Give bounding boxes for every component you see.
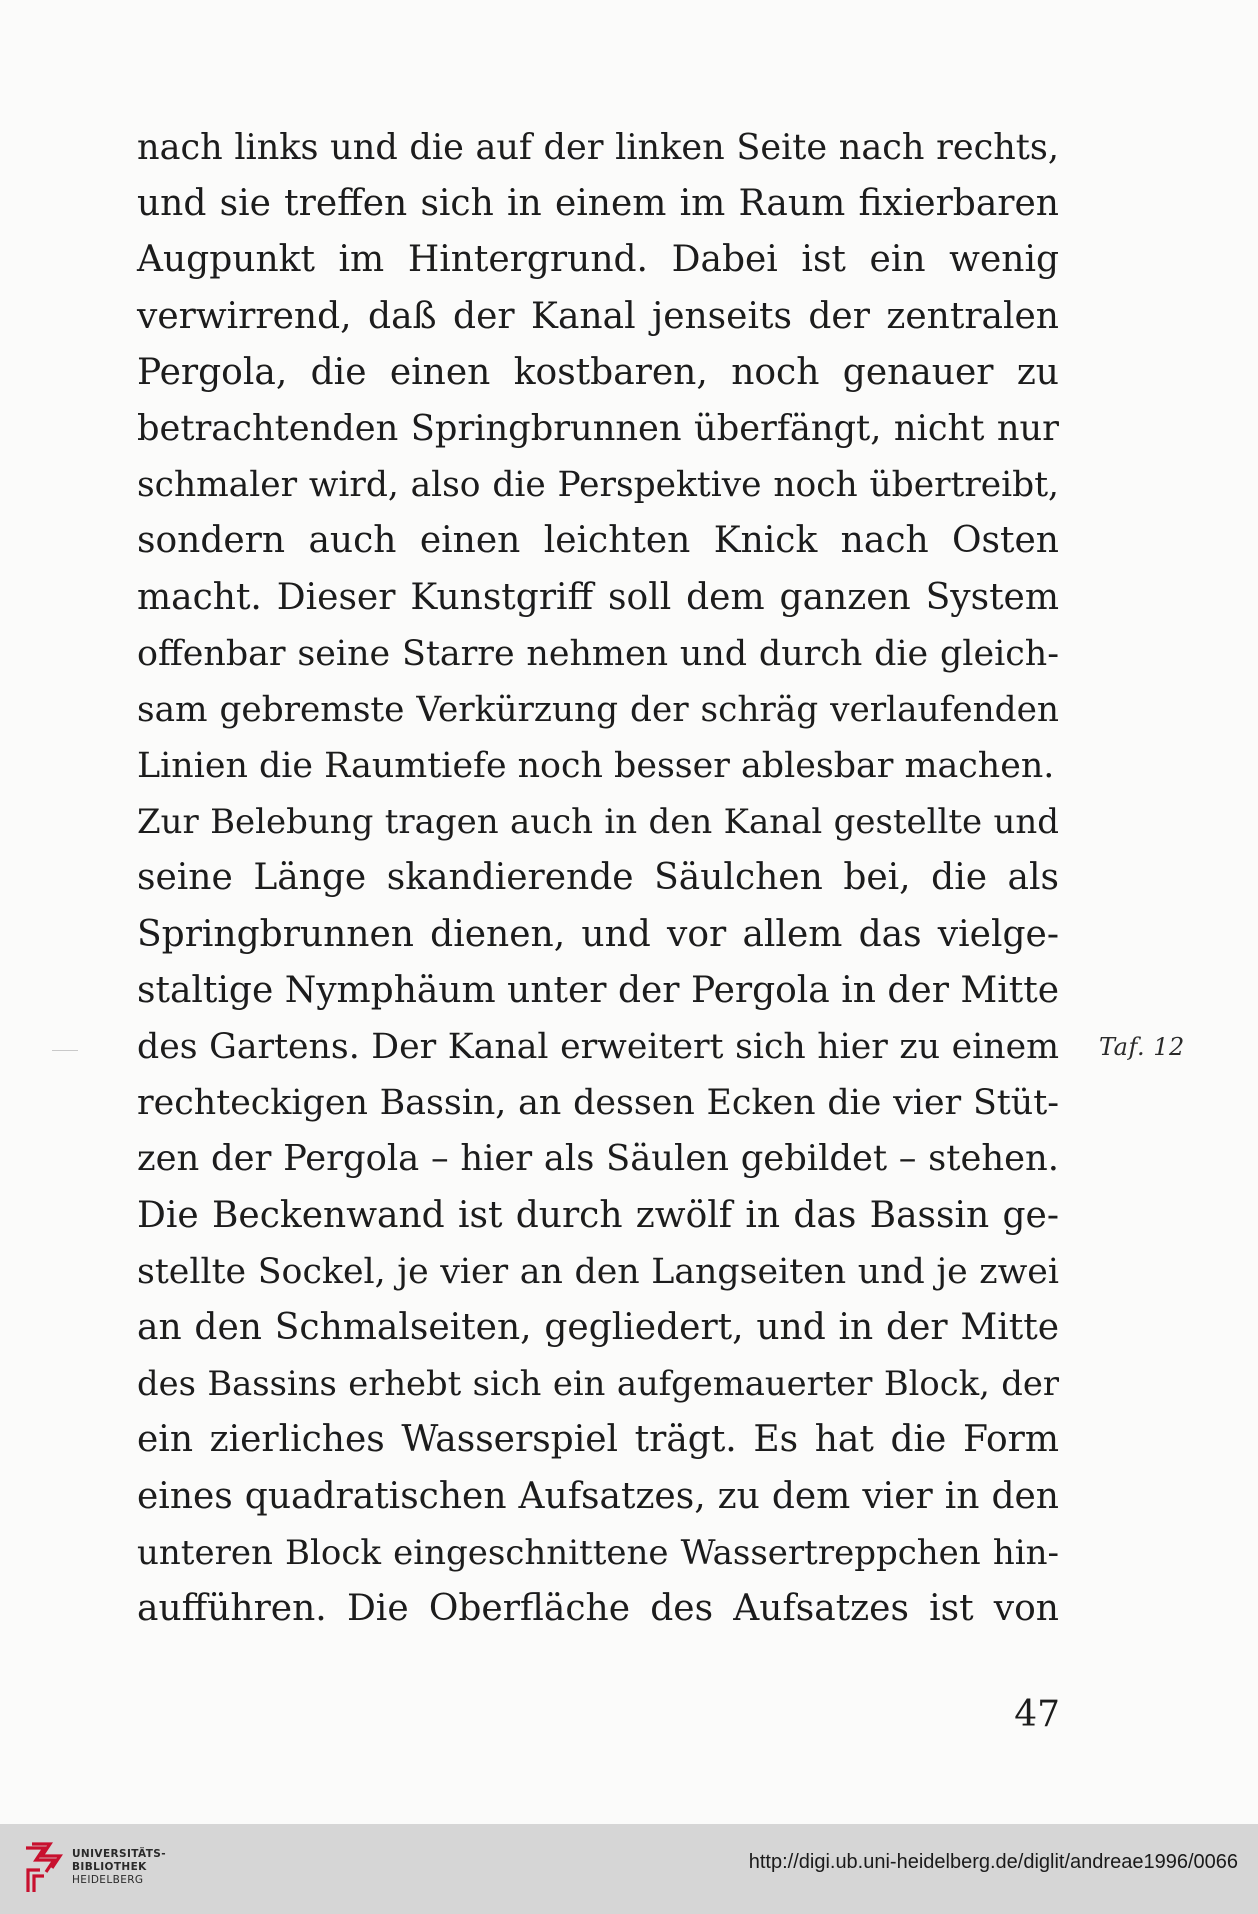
text-line: aufführen. Die Oberfläche des Aufsatzes ist von [137,1587,1059,1629]
text-line: ein zierliches Wasserspiel trägt. Es hat die Form [137,1419,1059,1461]
text-line: Zur Belebung tragen auch in den Kanal gestellte und [137,802,1059,843]
text-line: des Gartens. Der Kanal erweitert sich hier zu einem [137,1027,1059,1067]
permalink-url[interactable]: http://digi.ub.uni-heidelberg.de/diglit/andreae1996/0066 [748,1851,1238,1873]
text-line: Linien die Raumtiefe noch besser ablesbar machen. [137,746,1055,787]
text-line: seine Länge skandierende Säulchen bei, die als [137,857,1059,899]
text-line: nach links und die auf der linken Seite nach rechts, [137,127,1059,168]
library-name-line3: HEIDELBERG [72,1874,144,1886]
text-line: verwirrend, daß der Kanal jenseits der zentralen [137,295,1059,337]
margin-mark [52,1050,78,1051]
footer-bar [0,1824,1258,1914]
text-line: staltige Nymphäum unter der Pergola in der Mitte [137,969,1059,1011]
library-logo[interactable] [22,1836,172,1902]
text-line: eines quadratischen Aufsatzes, zu dem vier in den [137,1475,1059,1517]
text-line: betrachtenden Springbrunnen überfängt, nicht nur [137,407,1059,449]
text-line: Augpunkt im Hintergrund. Dabei ist ein wenig [137,239,1059,281]
text-line: schmaler wird, also die Perspektive noch übertreibt, [137,465,1059,506]
library-name-line1: UNIVERSITÄTS- [72,1848,167,1860]
text-line: Die Beckenwand ist durch zwölf in das Bassin ge- [137,1194,1059,1236]
text-line: und sie treffen sich in einem im Raum fixierbaren [137,183,1059,225]
text-line: an den Schmalseiten, gegliedert, und in der Mitte [137,1306,1059,1348]
text-line: Springbrunnen dienen, und vor allem das vielge- [137,913,1059,955]
text-line: stellte Sockel, je vier an den Langseiten und je zwei [137,1251,1059,1292]
ub-heidelberg-logo-icon [22,1840,66,1896]
body-text [137,120,1059,1637]
library-name [72,1848,166,1887]
text-line: unteren Block eingeschnittene Wassertreppchen hin- [137,1532,1059,1573]
text-line: Pergola, die einen kostbaren, noch genauer zu [137,351,1059,393]
page-number: 47 [1014,1694,1060,1735]
plate-reference: Taf. 12 [1099,1033,1185,1061]
text-line: sondern auch einen leichten Knick nach Osten [137,520,1059,562]
text-line: des Bassins erhebt sich ein aufgemauerter Block, der [137,1364,1059,1404]
text-line: macht. Dieser Kunstgriff soll dem ganzen System [137,576,1059,618]
text-line: offenbar seine Starre nehmen und durch die gleich- [137,633,1059,674]
library-name-line2: BIBLIOTHEK [72,1861,147,1873]
text-line: sam gebremste Verkürzung der schräg verlaufenden [137,689,1059,730]
text-line: zen der Pergola – hier als Säulen gebildet – stehen. [137,1138,1059,1180]
text-line: rechteckigen Bassin, an dessen Ecken die vier Stüt- [137,1083,1059,1124]
